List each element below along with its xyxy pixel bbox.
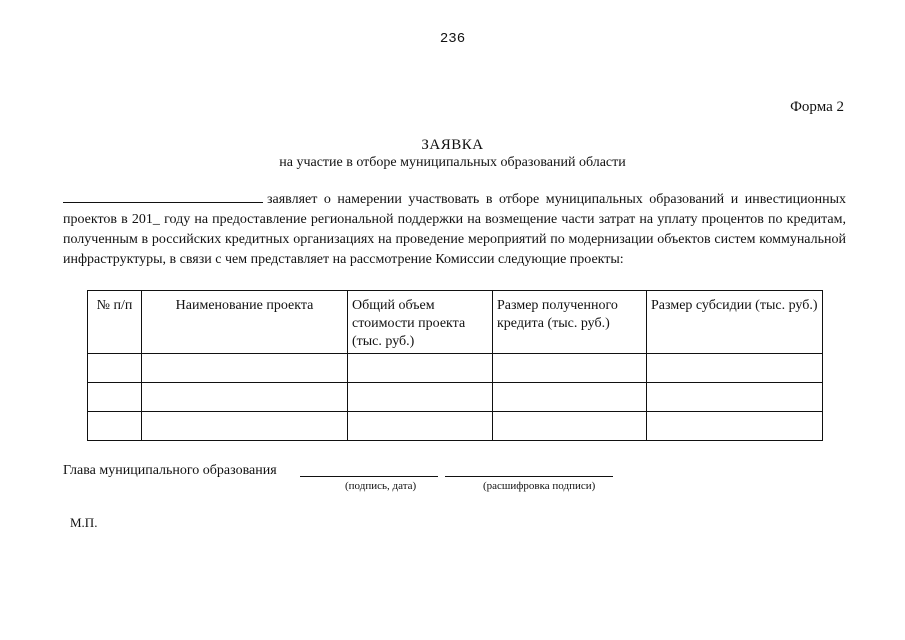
form-label: Форма 2 [790,99,844,115]
table-header-row [88,291,823,354]
name-decoding-line [445,476,613,477]
table-cell [348,354,493,383]
page-number: 236 [439,31,466,47]
name-decoding-caption: (расшифровка подписи) [483,480,596,492]
stamp-place-label: М.П. [70,515,98,530]
application-statement [63,188,846,270]
table-cell [142,412,348,441]
table-row [88,383,823,412]
table-cell [493,383,647,412]
header-number: № п/п [88,291,142,354]
table-cell [493,354,647,383]
table-row [88,354,823,383]
statement-text: заявляет о намерении участвовать в отборе муниципальных образований и инвестиционных проектов в 201_ году на предоставление региональной поддержки на возмещение части затрат на уплату процентов по кредитам, полученным в российских кредитных организациях на проведение мероприятий по модернизации объектов систем коммунальной инфраструктуры, в связи с чем представляет на рассмотрение Комиссии следующие проекты: [63,192,846,267]
projects-table [87,290,823,441]
header-subsidy-amount: Размер субсидии (тыс. руб.) [647,291,823,354]
table-cell [647,354,823,383]
document-subtitle: на участие в отборе муниципальных образований области [279,155,626,170]
header-total-cost: Общий объем стоимости проекта (тыс. руб.) [348,291,493,354]
document-title: ЗАЯВКА [421,137,484,153]
table-cell [142,383,348,412]
table-cell [348,412,493,441]
table-cell [647,383,823,412]
table-cell [88,412,142,441]
municipality-name-blank [63,188,263,203]
signature-date-line [300,476,438,477]
table-cell [348,383,493,412]
table-cell [88,354,142,383]
table-cell [142,354,348,383]
header-project-name: Наименование проекта [142,291,348,354]
table-cell [647,412,823,441]
header-credit-amount: Размер полученного кредита (тыс. руб.) [493,291,647,354]
signatory-label: Глава муниципального образования [63,463,277,478]
table-cell [493,412,647,441]
table-row [88,412,823,441]
table-cell [88,383,142,412]
signature-date-caption: (подпись, дата) [345,480,417,492]
